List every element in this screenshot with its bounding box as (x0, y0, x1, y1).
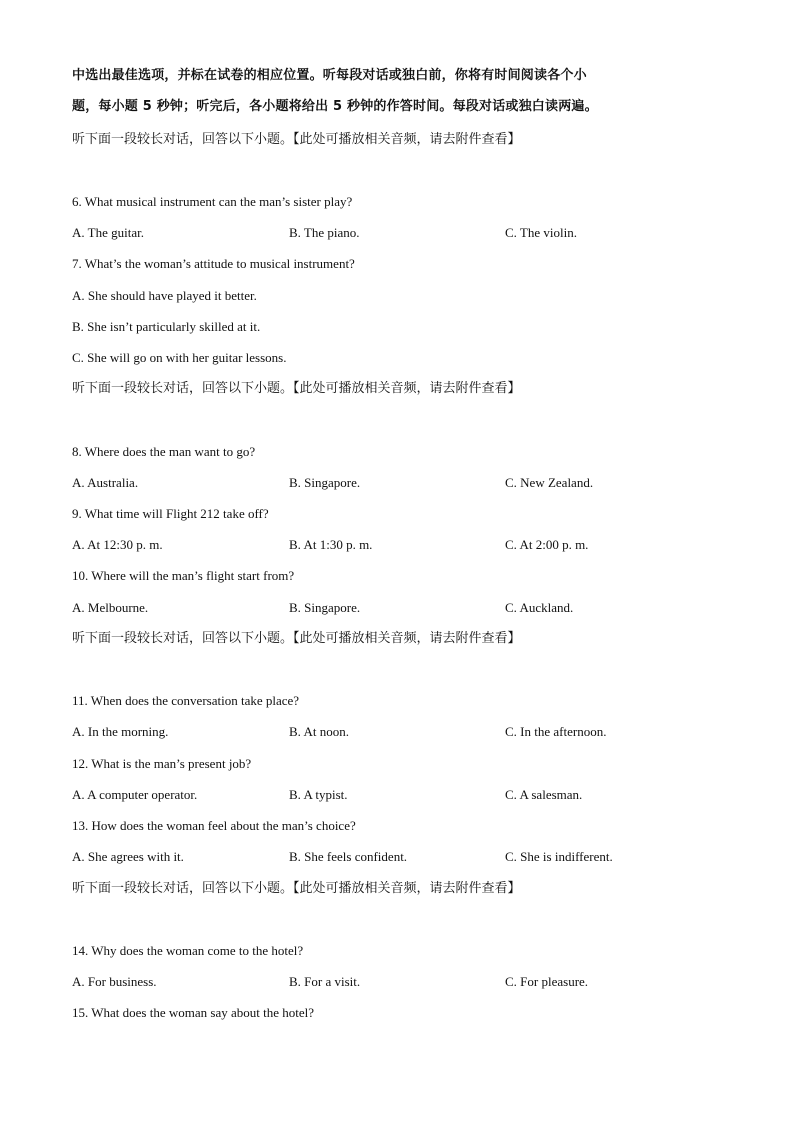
option-10a: A. Melbourne. (72, 600, 149, 615)
question-14: 14. Why does the woman come to the hotel? (72, 943, 304, 958)
option-6c: C. The violin. (505, 225, 577, 240)
question-12: 12. What is the man’s present job? (72, 756, 252, 771)
option-9a: A. At 12:30 p. m. (72, 537, 163, 552)
option-13a: A. She agrees with it. (72, 849, 184, 864)
question-9: 9. What time will Flight 212 take off? (72, 506, 269, 521)
question-6: 6. What musical instrument can the man’s sister play? (72, 194, 353, 209)
option-7c: C. She will go on with her guitar lessons. (72, 350, 287, 365)
option-11c: C. In the afternoon. (505, 724, 607, 739)
section-instruction: 听下面一段较长对话，回答以下小题。【此处可播放相关音频，请去附件查看】 (72, 381, 521, 396)
option-14c: C. For pleasure. (505, 974, 589, 989)
option-7a: A. She should have played it better. (72, 288, 257, 303)
option-9c: C. At 2:00 p. m. (505, 537, 589, 552)
option-7b: B. She isn’t particularly skilled at it. (72, 319, 261, 334)
question-11: 11. When does the conversation take place? (72, 693, 300, 708)
section-instruction: 听下面一段较长对话，回答以下小题。【此处可播放相关音频，请去附件查看】 (72, 132, 521, 147)
option-10c: C. Auckland. (505, 600, 574, 615)
question-15: 15. What does the woman say about the hotel? (72, 1005, 315, 1020)
option-13b: B. She feels confident. (289, 849, 408, 864)
option-12c: C. A salesman. (505, 787, 583, 802)
option-8b: B. Singapore. (289, 475, 361, 490)
option-8c: C. New Zealand. (505, 475, 594, 490)
option-11b: B. At noon. (289, 724, 349, 739)
question-13: 13. How does the woman feel about the man’s choice? (72, 818, 356, 833)
intro-line-1: 中选出最佳选项，并标在试卷的相应位置。听每段对话或独白前，你将有时间阅读各个小 (72, 68, 587, 83)
section-instruction: 听下面一段较长对话，回答以下小题。【此处可播放相关音频，请去附件查看】 (72, 631, 521, 646)
section-instruction: 听下面一段较长对话，回答以下小题。【此处可播放相关音频，请去附件查看】 (72, 881, 521, 896)
question-7: 7. What’s the woman’s attitude to musical instrument? (72, 256, 355, 271)
intro-line-2: 题，每小题 5 秒钟；听完后，各小题将给出 5 秒钟的作答时间。每段对话或独白读两遍。 (72, 99, 598, 114)
option-6b: B. The piano. (289, 225, 360, 240)
option-13c: C. She is indifferent. (505, 849, 613, 864)
option-14a: A. For business. (72, 974, 157, 989)
option-10b: B. Singapore. (289, 600, 361, 615)
question-10: 10. Where will the man’s flight start from? (72, 568, 295, 583)
option-12a: A. A computer operator. (72, 787, 198, 802)
question-8: 8. Where does the man want to go? (72, 444, 256, 459)
option-9b: B. At 1:30 p. m. (289, 537, 373, 552)
option-14b: B. For a visit. (289, 974, 361, 989)
option-6a: A. The guitar. (72, 225, 144, 240)
option-8a: A. Australia. (72, 475, 139, 490)
option-11a: A. In the morning. (72, 724, 169, 739)
option-12b: B. A typist. (289, 787, 348, 802)
